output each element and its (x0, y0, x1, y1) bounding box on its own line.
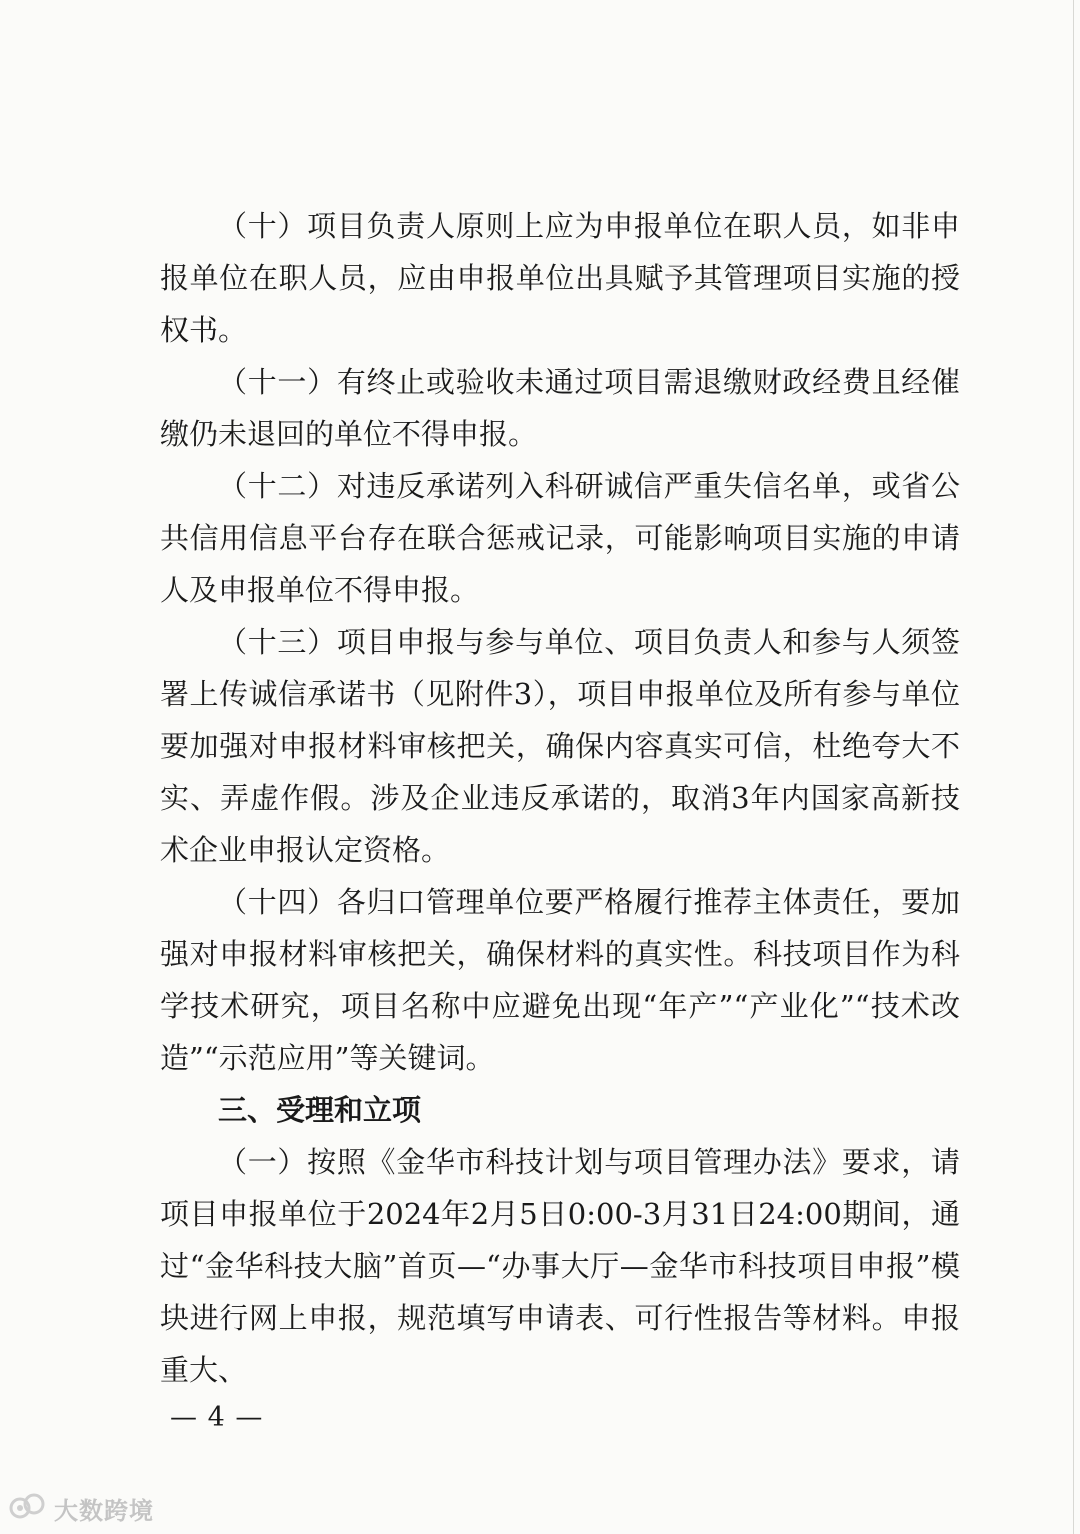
watermark-logo-icon (8, 1490, 48, 1526)
document-body (160, 200, 960, 1396)
section-paragraph-1: （一）按照《金华市科技计划与项目管理办法》要求，请项目申报单位于2024年2月5日0:00-3月31日24:00期间，通过“金华科技大脑”首页—“办事大厅—金华市科技项目申报”模块进行网上申报，规范填写申请表、可行性报告等材料。申报重大、 (160, 1145, 960, 1387)
paragraph-12: （十二）对违反承诺列入科研诚信严重失信名单，或省公共信用信息平台存在联合惩戒记录，可能影响项目实施的申请人及申报单位不得申报。 (160, 469, 960, 607)
watermark-text: 大数跨境 (54, 1496, 154, 1525)
page-number: — 4 — (170, 1402, 264, 1433)
paragraph-11: （十一）有终止或验收未通过项目需退缴财政经费且经催缴仍未退回的单位不得申报。 (160, 365, 960, 451)
paragraph-10: （十）项目负责人原则上应为申报单位在职人员，如非申报单位在职人员，应由申报单位出具赋予其管理项目实施的授权书。 (160, 209, 960, 347)
section-heading: 三、受理和立项 (218, 1093, 422, 1127)
paragraph-13: （十三）项目申报与参与单位、项目负责人和参与人须签署上传诚信承诺书（见附件3），项目申报单位及所有参与单位要加强对申报材料审核把关，确保内容真实可信，杜绝夸大不实、弄虚作假。涉及企业违反承诺的，取消3年内国家高新技术企业申报认定资格。 (160, 625, 960, 867)
paragraph-14: （十四）各归口管理单位要严格履行推荐主体责任，要加强对申报材料审核把关，确保材料的真实性。科技项目作为科学技术研究，项目名称中应避免出现“年产”“产业化”“技术改造”“示范应用”等关键词。 (160, 885, 960, 1075)
page-edge-line (1073, 0, 1074, 1534)
watermark (8, 1490, 154, 1526)
